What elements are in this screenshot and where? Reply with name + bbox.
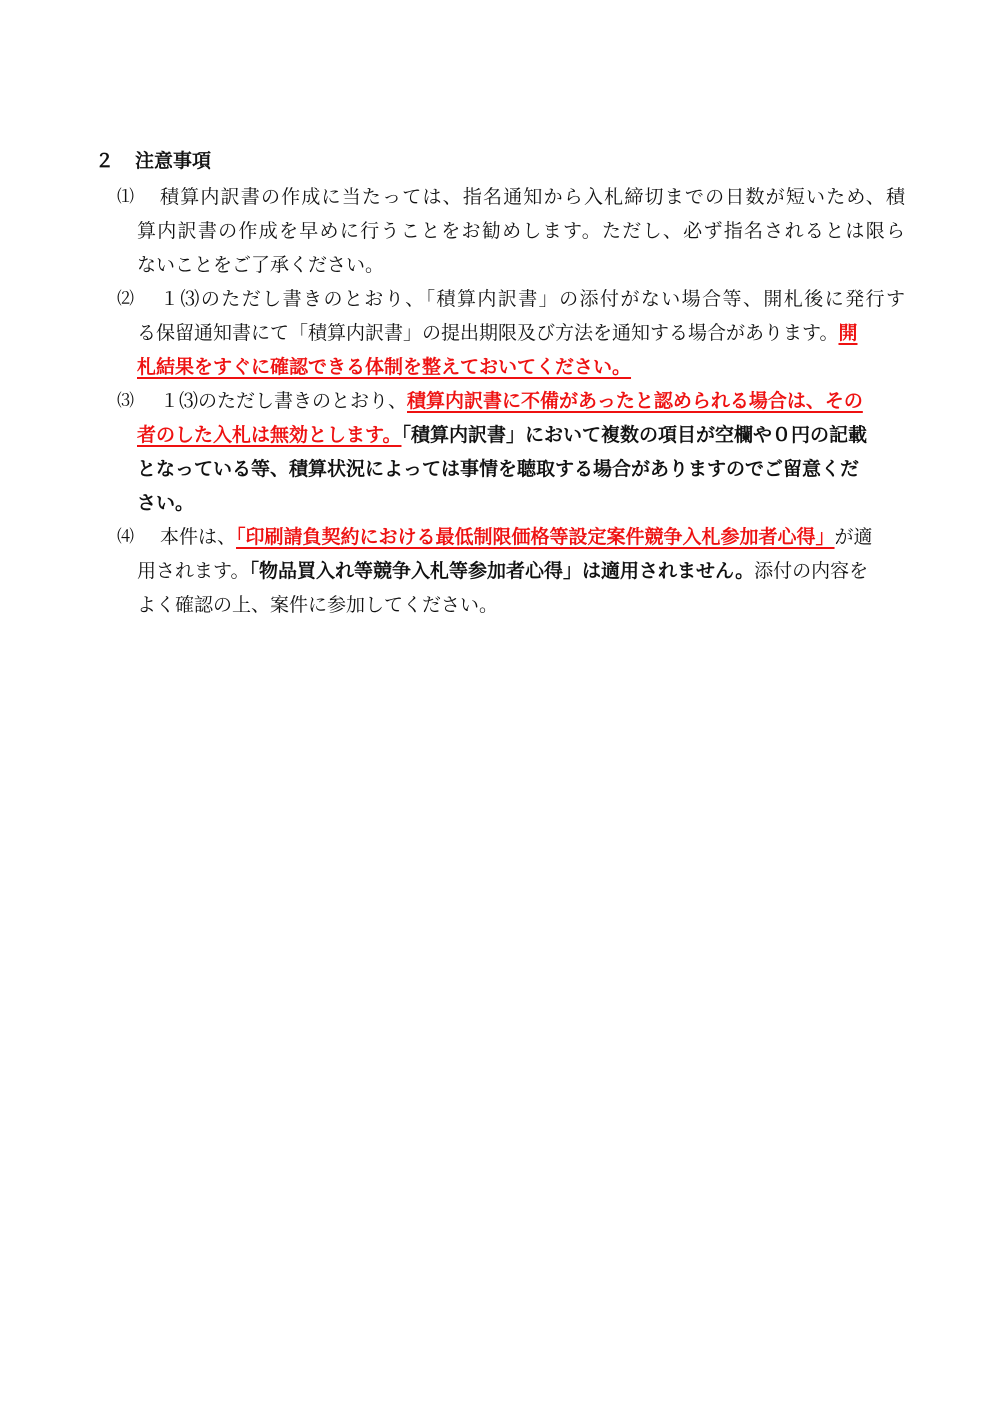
note-marker: ⑴ (117, 187, 134, 207)
emphasis-text: 者のした入札は無効とします。 (137, 424, 402, 446)
note-item-2 (117, 282, 905, 384)
note-line (137, 554, 905, 588)
note-line (137, 418, 905, 452)
note-marker: ⑵ (117, 289, 134, 309)
bold-text: 「積算内訳書」において複数の項目が空欄や０円の記載 (401, 424, 867, 446)
emphasis-text: 「印刷請負契約における最低制限価格等設定案件競争入札参加者心得」 (236, 526, 835, 548)
emphasis-text: 札結果をすぐに確認できる体制を整えておいてください。 (137, 356, 632, 378)
bold-text: 「物品買入れ等競争入札等参加者心得」は適用されません。 (249, 560, 755, 582)
note-text: 用されます。 (137, 560, 250, 582)
note-line: よく確認の上、案件に参加してください。 (137, 594, 499, 616)
note-line (160, 384, 905, 418)
note-marker: ⑶ (117, 391, 134, 411)
note-text: 添付の内容を (754, 560, 869, 582)
note-line: となっている等、積算状況によっては事情を聴取する場合がありますのでご留意くだ (137, 458, 860, 480)
note-line: １⑶のただし書きのとおり、「積算内訳書」の添付がない場合等、開札後に発行す (160, 288, 905, 310)
note-line: 算内訳書の作成を早めに行うことをお勧めします。ただし、必ず指名されるとは限ら (137, 220, 905, 242)
note-line (137, 350, 905, 384)
note-item-3 (117, 384, 905, 520)
note-line: 積算内訳書の作成に当たっては、指名通知から入札締切までの日数が短いため、積 (160, 186, 905, 208)
emphasis-text: 積算内訳書に不備があったと認められる場合は、その (407, 390, 863, 412)
section-title: 注意事項 (135, 150, 212, 172)
note-marker: ⑷ (117, 527, 134, 547)
note-line: ないことをご了承ください。 (137, 254, 385, 276)
note-text: る保留通知書にて「積算内訳書」の提出期限及び方法を通知する場合があります。 (137, 322, 839, 344)
note-item-1 (117, 180, 905, 282)
note-line (160, 520, 905, 554)
section-heading (95, 146, 211, 176)
section-number: ２ (95, 150, 115, 172)
note-line: さい。 (137, 492, 195, 514)
note-text: 本件は、 (160, 526, 237, 548)
note-item-4 (117, 520, 905, 622)
emphasis-text: 開 (838, 322, 858, 344)
note-text: が適 (834, 526, 873, 548)
note-text: １⑶のただし書きのとおり、 (160, 390, 408, 412)
note-line (137, 316, 905, 350)
